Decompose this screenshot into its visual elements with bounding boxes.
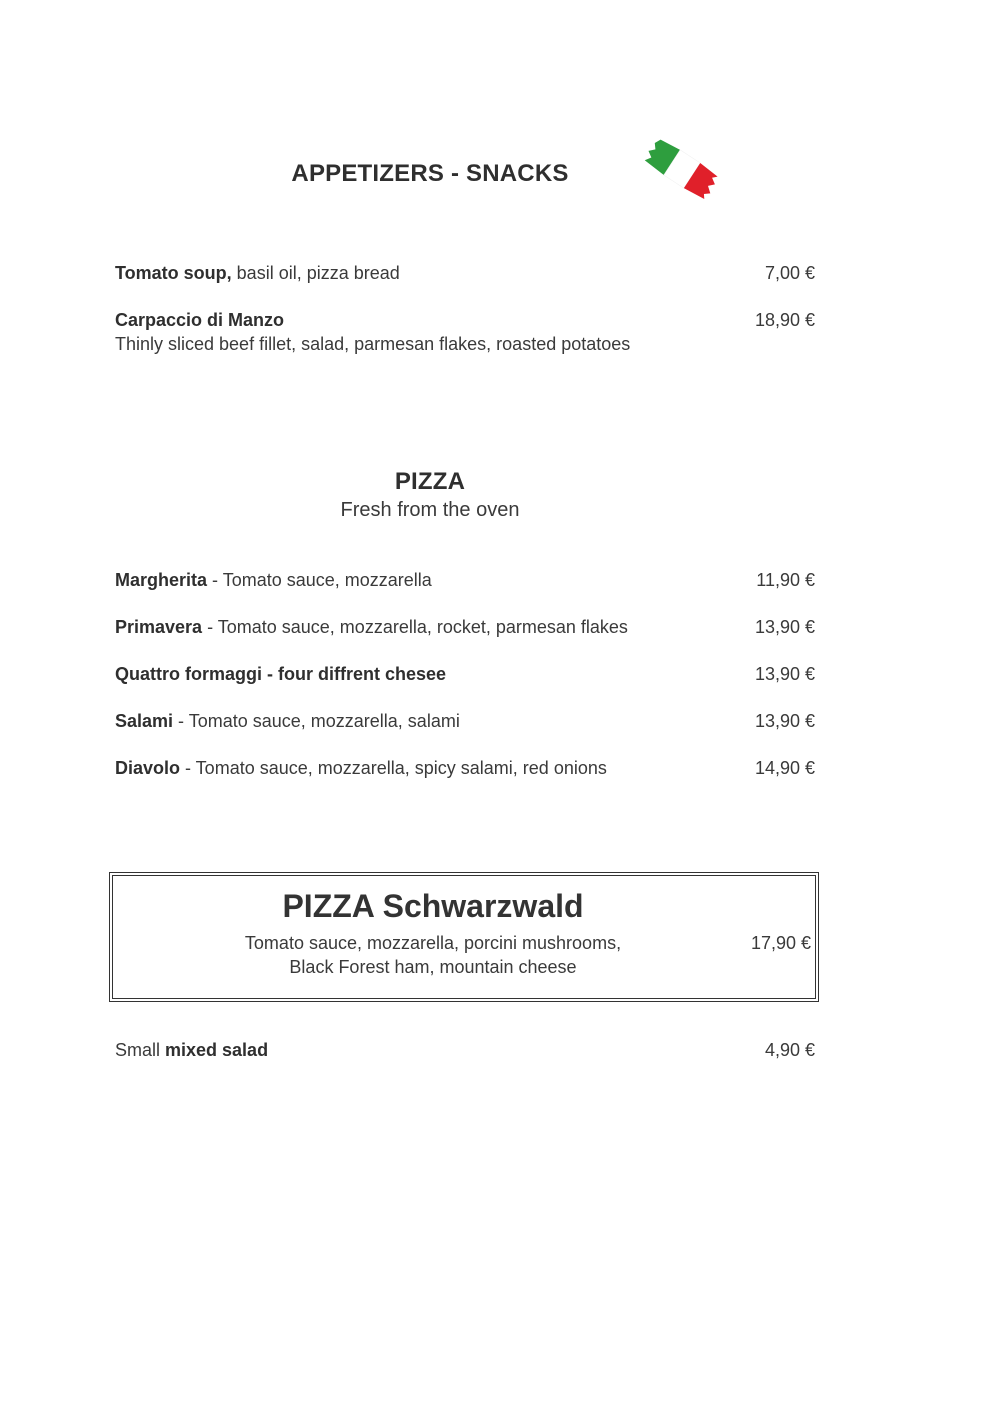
item-name: Margherita bbox=[115, 570, 208, 590]
item-price: 13,90 € bbox=[754, 617, 815, 637]
pizza-subtitle: Fresh from the oven bbox=[340, 499, 520, 521]
menu-item-salami bbox=[115, 709, 815, 733]
menu-item-diavolo bbox=[115, 756, 815, 780]
special-pizza-title: PIZZA Schwarzwald bbox=[282, 888, 584, 924]
item-price: 11,90 € bbox=[756, 570, 815, 590]
item-price: 13,90 € bbox=[754, 711, 815, 731]
item-desc: - Tomato sauce, mozzarella bbox=[207, 570, 432, 590]
item-name: Salami bbox=[115, 711, 174, 731]
menu-item-tomato-soup bbox=[115, 261, 815, 285]
item-name: Primavera bbox=[115, 617, 203, 637]
menu-item-primavera bbox=[115, 615, 815, 639]
item-desc: - Tomato sauce, mozzarella, rocket, parmesan flakes bbox=[202, 617, 628, 637]
menu-item-mixed-salad bbox=[115, 1038, 815, 1062]
item-desc: - Tomato sauce, mozzarella, salami bbox=[173, 711, 460, 731]
item-desc: basil oil, pizza bread bbox=[231, 263, 400, 283]
italian-flag-icon bbox=[640, 132, 724, 206]
item-price: 7,00 € bbox=[764, 263, 815, 283]
item-name: mixed salad bbox=[165, 1040, 269, 1060]
salad-prefix: Small bbox=[115, 1040, 166, 1060]
item-name: Carpaccio di Manzo bbox=[115, 310, 285, 330]
item-price: 18,90 € bbox=[754, 310, 815, 330]
special-desc-line-2: Black Forest ham, mountain cheese bbox=[289, 957, 577, 977]
item-name: Quattro formaggi - four diffrent chesee bbox=[115, 664, 447, 684]
item-name: Tomato soup, bbox=[115, 263, 232, 283]
carpaccio-description: Thinly sliced beef fillet, salad, parmesan flakes, roasted potatoes bbox=[115, 334, 631, 354]
appetizers-title: APPETIZERS - SNACKS bbox=[291, 160, 569, 187]
item-desc: - Tomato sauce, mozzarella, spicy salami, red onions bbox=[180, 758, 607, 778]
item-name: Diavolo bbox=[115, 758, 181, 778]
item-price: 13,90 € bbox=[754, 664, 815, 684]
menu-item-margherita bbox=[115, 568, 815, 592]
item-price: 4,90 € bbox=[764, 1040, 815, 1060]
item-price: 14,90 € bbox=[754, 758, 815, 778]
pizza-title: PIZZA bbox=[394, 468, 466, 495]
menu-item-carpaccio bbox=[115, 308, 815, 332]
special-desc-line-1: Tomato sauce, mozzarella, porcini mushrooms, bbox=[244, 933, 622, 953]
special-pizza-box bbox=[109, 872, 819, 1002]
special-pizza-price: 17,90 € bbox=[750, 933, 811, 953]
menu-item-quattro-formaggi bbox=[115, 662, 815, 686]
special-pizza-description bbox=[113, 931, 753, 979]
